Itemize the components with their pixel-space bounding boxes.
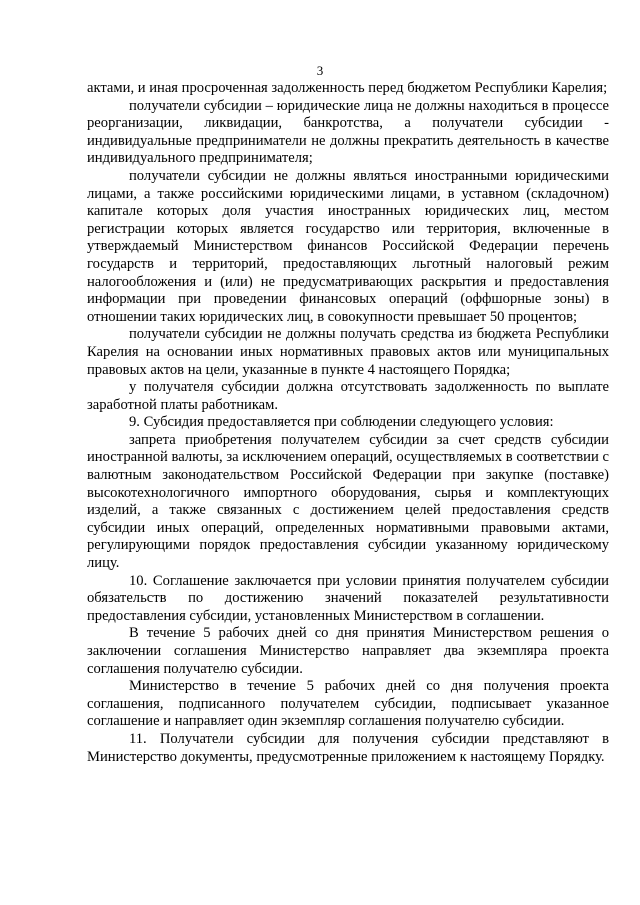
paragraph-2: получатели субсидии – юридические лица не должны находиться в процессе реорганизации, ликвидации, банкротства, а получатели субсидии - индивидуальные предприниматели не должны прекратить деятельность в качестве индивидуального предпринимателя; xyxy=(87,97,609,167)
paragraph-7: запрета приобретения получателем субсидии за счет средств субсидии иностранной валюты, за исключением операций, осуществляемых в соответствии с валютным законодательством Российской Федерации при закупке (поставке) высокотехнологичного импортного оборудования, сырья и комплектующих изделий, а также связанных с достижением целей предоставления средств субсидии иных операций, определенных нормативными правовыми актами, регулирующими порядок предоставления субсидии указанному юридическому лицу. xyxy=(87,431,609,572)
page-number: 3 xyxy=(316,63,324,78)
paragraph-11: 11. Получатели субсидии для получения субсидии представляют в Министерство документы, предусмотренные приложением к настоящему Порядку. xyxy=(87,730,609,765)
paragraph-6: 9. Субсидия предоставляется при соблюдении следующего условия: xyxy=(129,414,554,431)
paragraph-8: 10. Соглашение заключается при условии принятия получателем субсидии обязательств по достижению значений показателей результативности предоставления субсидии, установленных Министерством в соглашении. xyxy=(87,572,609,624)
paragraph-9: В течение 5 рабочих дней со дня принятия Министерством решения о заключении соглашения Министерство направляет два экземпляра проекта соглашения получателю субсидии. xyxy=(87,625,609,677)
paragraph-4: получатели субсидии не должны получать средства из бюджета Республики Карелия на основании иных нормативных правовых актов или муниципальных правовых актов на цели, указанные в пункте 4 настоящего Порядка; xyxy=(87,326,609,378)
paragraph-1: актами, и иная просроченная задолженность перед бюджетом Республики Карелия; xyxy=(87,80,608,96)
paragraph-10: Министерство в течение 5 рабочих дней со дня получения проекта соглашения, подписанного получателем субсидии, подписывает указанное соглашение и направляет один экземпляр соглашения получателю субсидии. xyxy=(87,678,609,730)
document-body xyxy=(87,80,609,766)
paragraph-5: у получателя субсидии должна отсутствовать задолженность по выплате заработной платы работникам. xyxy=(87,379,609,413)
paragraph-3: получатели субсидии не должны являться иностранными юридическими лицами, а также российскими юридическими лицами, в уставном (складочном) капитале которых доля участия иностранных юридических лиц, местом регистрации которых является государство или территория, включенные в утверждаемый Министерством финансов Российской Федерации перечень государств и территорий, предоставляющих льготный налоговый режим налогообложения и (или) не предусматривающих раскрытия и предоставления информации при проведении финансовых операций (оффшорные зоны) в отношении таких юридических лиц, в совокупности превышает 50 процентов; xyxy=(87,167,609,325)
